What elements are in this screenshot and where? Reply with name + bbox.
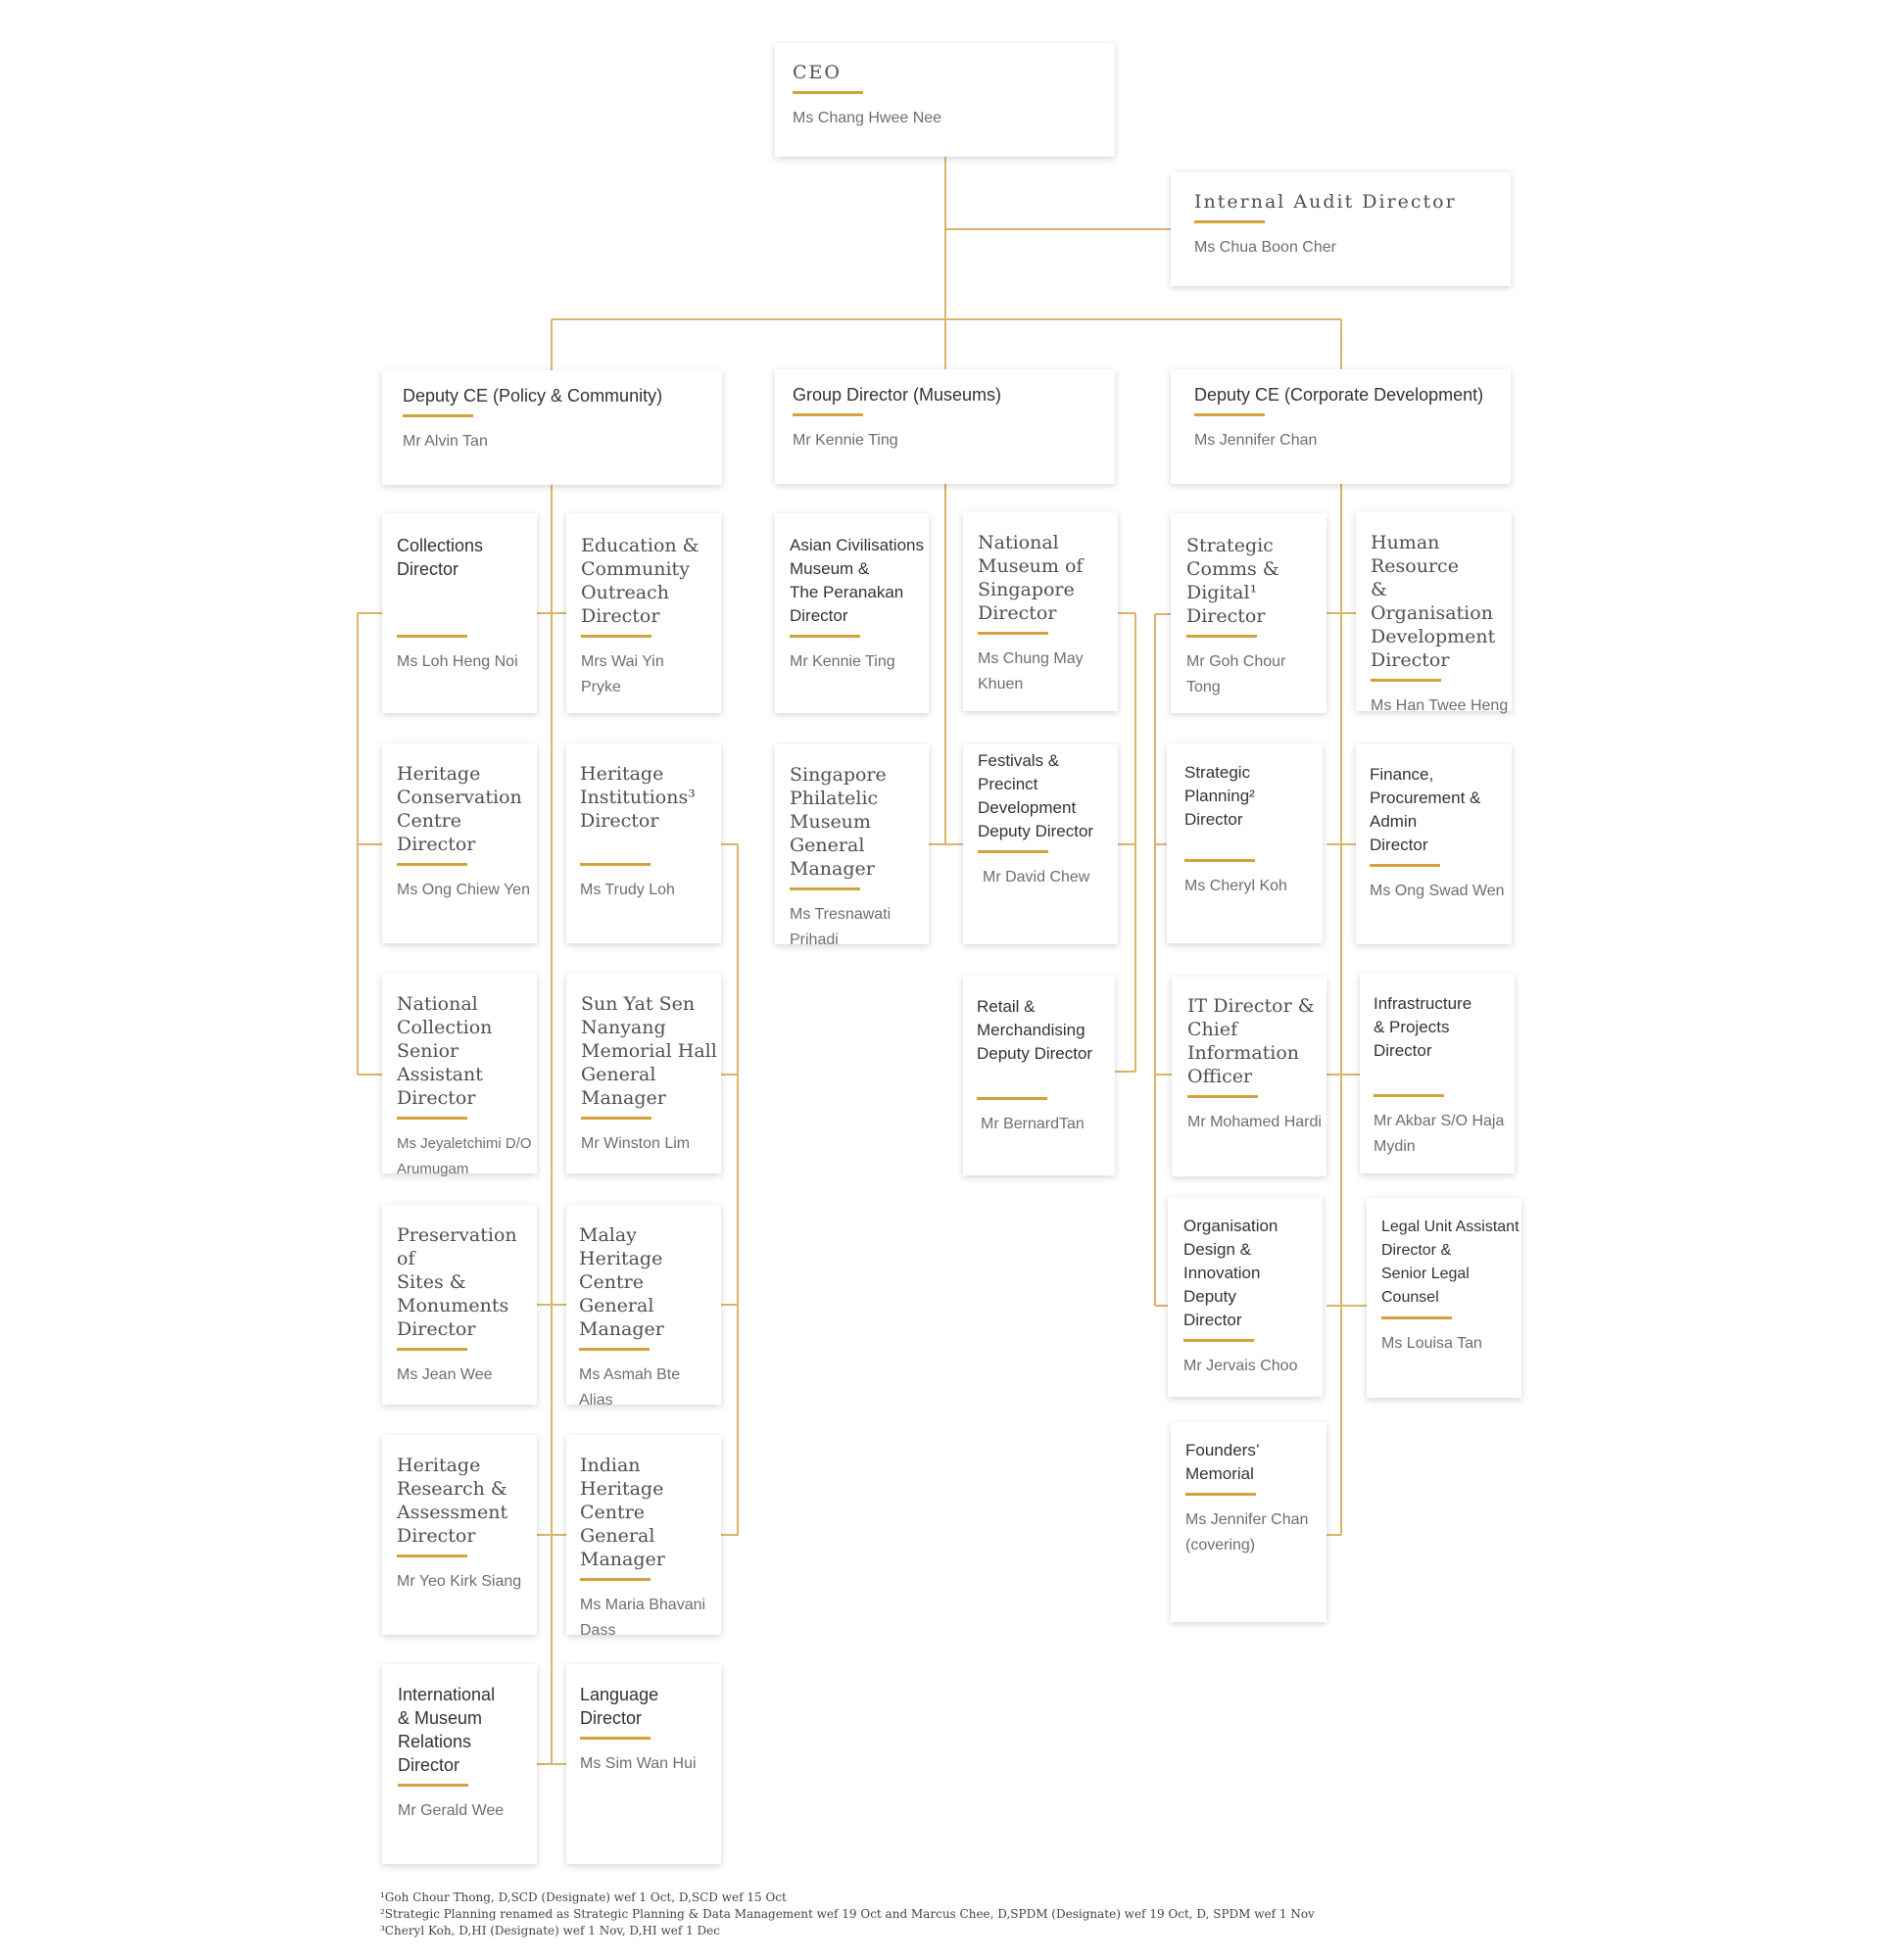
title-underline [397,1348,467,1351]
strategic-planning-box [1167,743,1323,943]
title-underline [1186,635,1257,638]
strategic-comms-digital-box [1171,513,1326,713]
heritage-institutions-box [566,743,721,943]
box-person: Ms Han Twee Heng [1371,697,1509,714]
indian-heritage-centre-box [566,1435,721,1639]
box-title: Deputy CE (Policy & Community) [403,386,663,406]
box-person: Ms Jean Wee [397,1366,493,1383]
group-director-museums-box [775,369,1115,484]
box-title: National Museum of Singapore Director [978,532,1084,624]
box-title: Singapore Philatelic Museum General Manager [790,764,887,880]
human-resource-od-box [1356,511,1512,714]
title-underline [403,414,473,417]
box-person: Ms Maria Bhavani Dass [580,1597,706,1639]
box-title: Organisation Design & Innovation Deputy Director [1183,1217,1278,1329]
box-person: Ms Trudy Loh [580,882,675,898]
title-underline [581,1117,651,1120]
international-museum-relations-box [382,1664,537,1864]
footnote: ²Strategic Planning renamed as Strategic Planning & Data Management wef 19 Oct and Marcus Chee, D,SPDM (Designate) wef 19 Oct, D, SPDM wef 1 Nov [380,1907,1315,1921]
box-person: Ms Cheryl Koh [1184,878,1287,894]
asian-civilisations-museum-box [775,513,929,713]
language-director-box [566,1664,721,1864]
education-community-outreach-box [566,513,721,713]
finance-procurement-admin-box [1356,744,1512,944]
title-underline [1183,1339,1254,1342]
box-title: Heritage Conservation Centre Director [397,763,522,855]
box-title: Indian Heritage Centre General Manager [580,1455,665,1570]
title-underline [397,635,467,638]
box-title: Human Resource & Organisation Development Director [1371,532,1496,671]
box-person: Ms Asmah Bte Alias [579,1366,681,1409]
box-title: International & Museum Relations Director [398,1685,496,1775]
title-underline [1185,1493,1256,1496]
box-title: Internal Audit Director [1194,191,1457,213]
box-person: Mr Gerald Wee [398,1802,505,1819]
retail-merchandising-box [963,976,1115,1175]
title-underline [580,1578,651,1581]
ceo-box [775,43,1115,157]
box-title: IT Director & Chief Information Officer [1187,995,1315,1087]
box-title: Asian Civilisations Museum & The Peranakan Director [790,536,924,625]
title-underline [1381,1316,1452,1319]
box-person: Mr Jervais Choo [1183,1358,1298,1374]
it-director-cio-box [1172,977,1326,1176]
title-underline [579,1348,650,1351]
box-title: Group Director (Museums) [793,385,1002,405]
title-underline [580,1737,651,1740]
box-person: Ms Jeyaletchimi D/O Arumugam [397,1135,532,1177]
heritage-research-assessment-box [382,1435,537,1635]
collections-director-box [382,513,537,713]
box-person: Mrs Wai Yin Pryke [581,653,664,695]
singapore-philatelic-museum-box [775,744,929,948]
box-person: Ms Tresnawati Prihadi [790,906,892,948]
box-title: Strategic Planning² Director [1184,763,1255,829]
organisation-design-innovation-box [1168,1197,1323,1397]
box-title: Infrastructure & Projects Director [1374,994,1472,1060]
box-person: Ms Chung May Khuen [978,650,1084,693]
title-underline [397,1117,467,1120]
box-title: Preservation of Sites & Monuments Director [397,1224,517,1340]
title-underline [1194,220,1265,223]
box-title: Finance, Procurement & Admin Director [1370,765,1481,854]
title-underline [397,1554,467,1557]
box-title: Legal Unit Assistant Director & Senior Legal Counsel [1381,1219,1519,1306]
title-underline [1370,864,1440,867]
box-title: Retail & Merchandising Deputy Director [977,997,1093,1063]
founders-memorial-box [1171,1422,1326,1622]
title-underline [793,91,863,94]
box-person: Mr Mohamed Hardi [1187,1114,1322,1130]
deputy-ce-policy-community-box [382,370,722,485]
box-person: Mr Kennie Ting [790,653,895,670]
box-person: Mr Goh Chour Tong [1186,653,1286,695]
box-title: Deputy CE (Corporate Development) [1194,385,1484,405]
title-underline [1374,1094,1444,1097]
malay-heritage-centre-box [566,1205,721,1409]
box-person: Mr Winston Lim [581,1135,691,1152]
box-person: Ms Sim Wan Hui [580,1755,697,1772]
box-person: Ms Jennifer Chan (covering) [1185,1511,1309,1554]
box-person: Ms Loh Heng Noi [397,653,518,670]
box-title: Collections Director [397,536,484,579]
preservation-of-sites-box [382,1205,537,1405]
title-underline [793,413,863,416]
box-title: CEO [793,62,842,83]
box-title: Heritage Institutions³ Director [580,763,696,832]
box-title: National Collection Senior Assistant Director [397,993,493,1109]
box-title: Heritage Research & Assessment Director [397,1455,508,1547]
box-person: Mr Alvin Tan [403,433,488,450]
box-title: Festivals & Precinct Development Deputy Director [978,751,1094,840]
box-title: Sun Yat Sen Nanyang Memorial Hall General Manager [581,993,717,1109]
footnote: ³Cheryl Koh, D,HI (Designate) wef 1 Nov, D,HI wef 1 Dec [380,1924,720,1937]
national-museum-of-singapore-box [963,511,1118,711]
box-title: Education & Community Outreach Director [581,535,699,627]
footnote: ¹Goh Chour Thong, D,SCD (Designate) wef 1 Oct, D,SCD wef 15 Oct [380,1890,787,1904]
box-person: Mr BernardTan [981,1116,1085,1132]
box-person: Mr Yeo Kirk Siang [397,1573,522,1590]
box-person: Ms Chua Boon Cher [1194,239,1336,256]
national-collection-box [382,974,537,1177]
title-underline [978,850,1048,853]
box-person: Mr David Chew [983,869,1090,885]
title-underline [1194,413,1265,416]
box-person: Mr Kennie Ting [793,432,898,449]
title-underline [790,887,860,890]
box-person: Ms Louisa Tan [1381,1335,1482,1352]
title-underline [581,635,651,638]
box-title: Strategic Comms & Digital¹ Director [1186,535,1279,627]
box-title: Malay Heritage Centre General Manager [579,1224,664,1340]
legal-unit-box [1367,1198,1521,1398]
deputy-ce-corporate-development-box [1171,369,1511,484]
sun-yat-sen-memorial-hall-box [566,974,721,1173]
title-underline [978,632,1048,635]
heritage-conservation-centre-box [382,743,537,943]
box-title: Founders’ Memorial [1185,1441,1260,1483]
title-underline [398,1784,468,1787]
box-person: Mr Akbar S/O Haja Mydin [1374,1113,1505,1155]
title-underline [397,863,467,866]
festivals-precinct-development-box [963,744,1118,944]
title-underline [1187,1095,1258,1098]
title-underline [580,863,651,866]
box-person: Ms Ong Swad Wen [1370,883,1505,899]
title-underline [1184,859,1255,862]
footnotes [380,1889,1315,1939]
infrastructure-projects-box [1360,974,1515,1173]
title-underline [977,1097,1047,1100]
box-person: Ms Ong Chiew Yen [397,882,531,898]
box-person: Ms Jennifer Chan [1194,432,1318,449]
internal-audit-box [1171,172,1511,286]
title-underline [790,635,860,638]
box-title: Language Director [580,1685,659,1728]
title-underline [1371,679,1441,682]
box-person: Ms Chang Hwee Nee [793,110,942,126]
